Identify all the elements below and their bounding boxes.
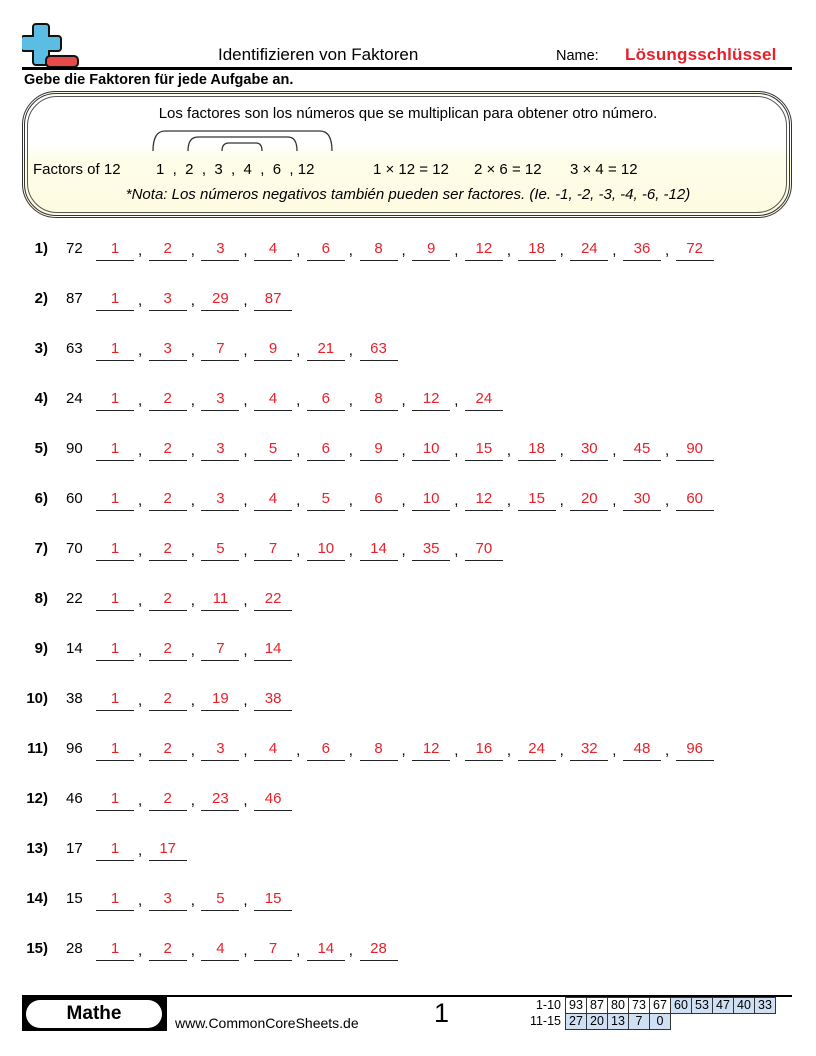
problem-number: 2) [34,290,48,307]
separator: , [138,542,143,559]
separator: , [506,742,512,759]
separator: , [138,942,143,959]
answer-blank[interactable]: 1 [96,890,134,911]
grading-empty-cell [713,1014,734,1030]
problem-number: 1) [34,240,48,257]
answer-blank[interactable]: 45 [623,440,661,461]
answer-blank[interactable]: 9 [254,340,292,361]
answer-blank[interactable]: 48 [623,740,661,761]
answer-blank[interactable]: 3 [201,240,239,261]
grading-score: 33 [755,998,776,1014]
plus-minus-logo-icon [22,22,80,68]
separator: , [506,442,512,459]
grading-empty-cell [755,1014,776,1030]
answer-blank[interactable]: 1 [96,490,134,511]
grading-score: 47 [713,998,734,1014]
problem-value: 17 [66,840,83,857]
answer-blank[interactable]: 1 [96,590,134,611]
answer-blank[interactable]: 4 [254,490,292,511]
answer-blank[interactable]: 2 [149,590,187,611]
answer-blank[interactable]: 24 [570,240,608,261]
separator: , [190,792,195,809]
grading-row [522,1014,776,1030]
separator: , [138,842,143,859]
answer-blank[interactable]: 35 [412,540,450,561]
answer-blank[interactable]: 16 [465,740,503,761]
answer-blank[interactable]: 1 [96,840,134,861]
problem-row [0,840,816,864]
answer-blank[interactable]: 20 [570,490,608,511]
answer-blank[interactable]: 60 [676,490,714,511]
answer-blank[interactable]: 28 [360,940,398,961]
separator: , [401,442,406,459]
grading-empty-cell [692,1014,713,1030]
factor-definition: Los factores son los números que se multiplican para obtener otro número. [158,105,658,122]
separator: , [243,492,248,509]
equation-3: 3 × 4 = 12 [570,161,638,178]
separator: , [138,592,143,609]
answer-blank[interactable]: 1 [96,540,134,561]
separator: , [665,492,670,509]
separator: , [190,292,195,309]
answer-blank[interactable]: 4 [201,940,239,961]
answer-blank[interactable]: 3 [149,890,187,911]
problem-row [0,540,816,564]
problem-number: 15) [26,940,48,957]
separator: , [243,242,248,259]
answer-blank[interactable]: 4 [254,390,292,411]
problem-number: 7) [34,540,48,557]
answer-blank[interactable]: 1 [96,290,134,311]
separator: , [138,692,143,709]
answer-blank[interactable]: 29 [201,290,239,311]
problem-number: 5) [34,440,48,457]
equation-1: 1 × 12 = 12 [373,161,449,178]
problem-row [0,590,816,614]
answer-blank[interactable]: 2 [149,240,187,261]
separator: , [401,492,406,509]
grading-score: 53 [692,998,713,1014]
problem-value: 87 [66,290,83,307]
problem-value: 63 [66,340,83,357]
answer-blank[interactable]: 2 [149,540,187,561]
problem-row [0,490,816,514]
separator: , [454,492,459,509]
separator: , [296,342,301,359]
separator: , [138,492,143,509]
separator: , [665,242,670,259]
separator: , [296,392,301,409]
separator: , [296,242,301,259]
problem-value: 90 [66,440,83,457]
answer-blank[interactable]: 30 [570,440,608,461]
answer-blank[interactable]: 15 [465,440,503,461]
answer-blank[interactable]: 7 [201,640,239,661]
problem-value: 46 [66,790,83,807]
separator: , [559,442,564,459]
problem-number: 10) [26,690,48,707]
grading-score: 40 [734,998,755,1014]
separator: , [243,742,248,759]
answer-blank[interactable]: 1 [96,440,134,461]
worksheet-title: Identifizieren von Faktoren [218,45,419,64]
problem-row [0,940,816,964]
answer-blank[interactable]: 21 [307,340,345,361]
grading-row [522,998,776,1014]
separator: , [138,792,143,809]
grading-score: 67 [650,998,671,1014]
separator: , [243,592,248,609]
answer-blank[interactable]: 5 [201,540,239,561]
answer-blank[interactable]: 30 [623,490,661,511]
answer-blank[interactable]: 3 [201,390,239,411]
separator: , [243,542,248,559]
problem-number: 9) [34,640,48,657]
separator: , [138,892,143,909]
factors-label: Factors of 12 [33,161,121,178]
separator: , [612,742,617,759]
separator: , [612,242,617,259]
problem-value: 96 [66,740,83,757]
separator: , [190,942,195,959]
answer-blank[interactable]: 2 [149,790,187,811]
separator: , [138,342,143,359]
separator: , [612,492,617,509]
problem-value: 28 [66,940,83,957]
separator: , [138,242,143,259]
answer-blank[interactable]: 8 [360,390,398,411]
answer-blank[interactable]: 6 [307,440,345,461]
answer-blank[interactable]: 1 [96,340,134,361]
answer-blank[interactable]: 3 [201,490,239,511]
answer-blank[interactable]: 9 [412,240,450,261]
answer-blank[interactable]: 24 [518,740,556,761]
answer-blank[interactable]: 46 [254,790,292,811]
separator: , [190,342,195,359]
problem-number: 4) [34,390,48,407]
separator: , [559,242,564,259]
problem-row [0,740,816,764]
separator: , [348,942,353,959]
answer-blank[interactable]: 7 [201,340,239,361]
instructions: Gebe die Faktoren für jede Aufgabe an. [24,72,294,88]
equation-2: 2 × 6 = 12 [474,161,542,178]
separator: , [296,742,301,759]
answer-blank[interactable]: 3 [149,290,187,311]
answer-blank[interactable]: 2 [149,440,187,461]
answer-blank[interactable]: 3 [201,440,239,461]
header-divider [22,67,792,70]
grading-score: 13 [608,1014,629,1030]
separator: , [243,392,248,409]
grading-score: 73 [629,998,650,1014]
separator: , [348,742,353,759]
answer-blank[interactable]: 7 [254,540,292,561]
answer-blank[interactable]: 15 [254,890,292,911]
answer-blank[interactable]: 7 [254,940,292,961]
problem-number: 11) [27,740,48,757]
answer-blank[interactable]: 5 [254,440,292,461]
grading-range-label: 11-15 [529,1014,561,1028]
answer-blank[interactable]: 2 [149,690,187,711]
separator: , [454,242,459,259]
problem-number: 13) [26,840,48,857]
answer-blank[interactable]: 8 [360,240,398,261]
grading-range-label: 1-10 [535,998,561,1012]
separator: , [348,442,353,459]
separator: , [296,442,301,459]
answer-blank[interactable]: 3 [149,340,187,361]
problem-number: 3) [34,340,48,357]
problem-value: 22 [66,590,83,607]
separator: , [506,242,512,259]
separator: , [190,542,195,559]
problem-number: 6) [34,490,48,507]
answer-blank[interactable]: 1 [96,640,134,661]
separator: , [243,942,248,959]
separator: , [454,542,459,559]
separator: , [559,742,564,759]
separator: , [296,492,301,509]
problem-row [0,640,816,664]
answer-blank[interactable]: 12 [465,490,503,511]
answer-blank[interactable]: 72 [676,240,714,261]
subject-label: Mathe [26,1000,162,1028]
separator: , [138,442,143,459]
separator: , [454,392,459,409]
separator: , [665,442,670,459]
problem-row [0,290,816,314]
separator: , [138,742,143,759]
answer-blank[interactable]: 63 [360,340,398,361]
answer-blank[interactable]: 2 [149,390,187,411]
grading-score: 0 [650,1014,671,1030]
separator: , [138,292,143,309]
answer-blank[interactable]: 10 [412,440,450,461]
separator: , [506,492,512,509]
answer-blank[interactable]: 15 [518,490,556,511]
answer-blank[interactable]: 4 [254,240,292,261]
problem-value: 70 [66,540,83,557]
answer-blank[interactable]: 2 [149,740,187,761]
separator: , [454,742,459,759]
answer-blank[interactable]: 23 [201,790,239,811]
answer-blank[interactable]: 32 [570,740,608,761]
answer-blank[interactable]: 12 [412,740,450,761]
problem-number: 12) [26,790,48,807]
answer-blank[interactable]: 9 [360,440,398,461]
answer-blank[interactable]: 87 [254,290,292,311]
separator: , [348,342,353,359]
answer-blank[interactable]: 14 [307,940,345,961]
separator: , [401,242,406,259]
separator: , [190,492,195,509]
separator: , [243,292,248,309]
answer-blank[interactable]: 24 [465,390,503,411]
answer-blank[interactable]: 12 [465,240,503,261]
answer-blank[interactable]: 18 [518,240,556,261]
answer-blank[interactable]: 6 [307,390,345,411]
separator: , [296,942,301,959]
separator: , [348,492,353,509]
answer-blank[interactable]: 1 [96,690,134,711]
separator: , [138,392,143,409]
answer-blank[interactable]: 38 [254,690,292,711]
problem-row [0,690,816,714]
answer-blank[interactable]: 6 [307,740,345,761]
answer-blank[interactable]: 1 [96,740,134,761]
separator: , [190,892,195,909]
separator: , [190,742,195,759]
problem-row [0,790,816,814]
grading-score: 7 [629,1014,650,1030]
answer-blank[interactable]: 1 [96,390,134,411]
separator: , [243,442,248,459]
separator: , [190,692,195,709]
separator: , [348,542,353,559]
separator: , [454,442,459,459]
answer-blank[interactable]: 1 [96,940,134,961]
answer-blank[interactable]: 96 [676,740,714,761]
answer-blank[interactable]: 70 [465,540,503,561]
problem-value: 15 [66,890,83,907]
grading-score: 80 [608,998,629,1014]
answer-blank[interactable]: 10 [412,490,450,511]
name-label: Name: [556,48,599,64]
answer-blank[interactable]: 6 [307,240,345,261]
separator: , [401,392,406,409]
answer-blank[interactable]: 5 [201,890,239,911]
problem-row [0,240,816,264]
problem-value: 24 [66,390,83,407]
factors-list: 1 , 2 , 3 , 4 , 6 , 12 [156,161,315,178]
separator: , [190,592,195,609]
grading-score: 93 [566,998,587,1014]
separator: , [243,692,248,709]
grading-score: 20 [587,1014,608,1030]
separator: , [348,392,353,409]
answer-blank[interactable]: 8 [360,740,398,761]
separator: , [243,642,248,659]
separator: , [612,442,617,459]
grading-empty-cell [671,1014,692,1030]
grading-score: 60 [671,998,692,1014]
subject-badge [22,997,167,1031]
factor-pair-brackets-icon [145,127,340,152]
name-value: Lösungsschlüssel [625,45,777,64]
separator: , [243,892,248,909]
problem-value: 60 [66,490,83,507]
separator: , [401,542,406,559]
answer-blank[interactable]: 90 [676,440,714,461]
separator: , [348,242,353,259]
answer-blank[interactable]: 3 [201,740,239,761]
answer-blank[interactable]: 2 [149,490,187,511]
problem-row [0,440,816,464]
grading-score: 87 [587,998,608,1014]
answer-blank[interactable]: 5 [307,490,345,511]
answer-blank[interactable]: 17 [149,840,187,861]
separator: , [190,442,195,459]
separator: , [559,492,564,509]
separator: , [138,642,143,659]
answer-blank[interactable]: 19 [201,690,239,711]
problem-number: 8) [34,590,48,607]
negative-factors-note: *Nota: Los números negativos también pueden ser factores. (Ie. -1, -2, -3, -4, -6, -12) [125,186,691,203]
answer-blank[interactable]: 12 [412,390,450,411]
grading-empty-cell [734,1014,755,1030]
site-link[interactable]: www.CommonCoreSheets.de [175,1015,359,1031]
answer-blank[interactable]: 22 [254,590,292,611]
grading-table [522,997,776,1030]
separator: , [401,742,406,759]
page-number: 1 [434,998,450,1028]
separator: , [665,742,670,759]
answer-blank[interactable]: 1 [96,790,134,811]
separator: , [190,642,195,659]
answer-blank[interactable]: 36 [623,240,661,261]
answer-blank[interactable]: 1 [96,240,134,261]
answer-blank[interactable]: 4 [254,740,292,761]
answer-blank[interactable]: 2 [149,940,187,961]
separator: , [190,392,195,409]
answer-blank[interactable]: 14 [360,540,398,561]
answer-blank[interactable]: 14 [254,640,292,661]
problem-row [0,390,816,414]
separator: , [190,242,195,259]
answer-blank[interactable]: 11 [201,590,239,611]
grading-score: 27 [566,1014,587,1030]
separator: , [243,792,248,809]
problem-value: 72 [66,240,83,257]
separator: , [296,542,301,559]
answer-blank[interactable]: 6 [360,490,398,511]
answer-blank[interactable]: 2 [149,640,187,661]
problem-row [0,890,816,914]
answer-blank[interactable]: 10 [307,540,345,561]
problem-value: 14 [66,640,83,657]
problem-value: 38 [66,690,83,707]
problem-number: 14) [26,890,48,907]
problem-row [0,340,816,364]
separator: , [243,342,248,359]
answer-blank[interactable]: 18 [518,440,556,461]
